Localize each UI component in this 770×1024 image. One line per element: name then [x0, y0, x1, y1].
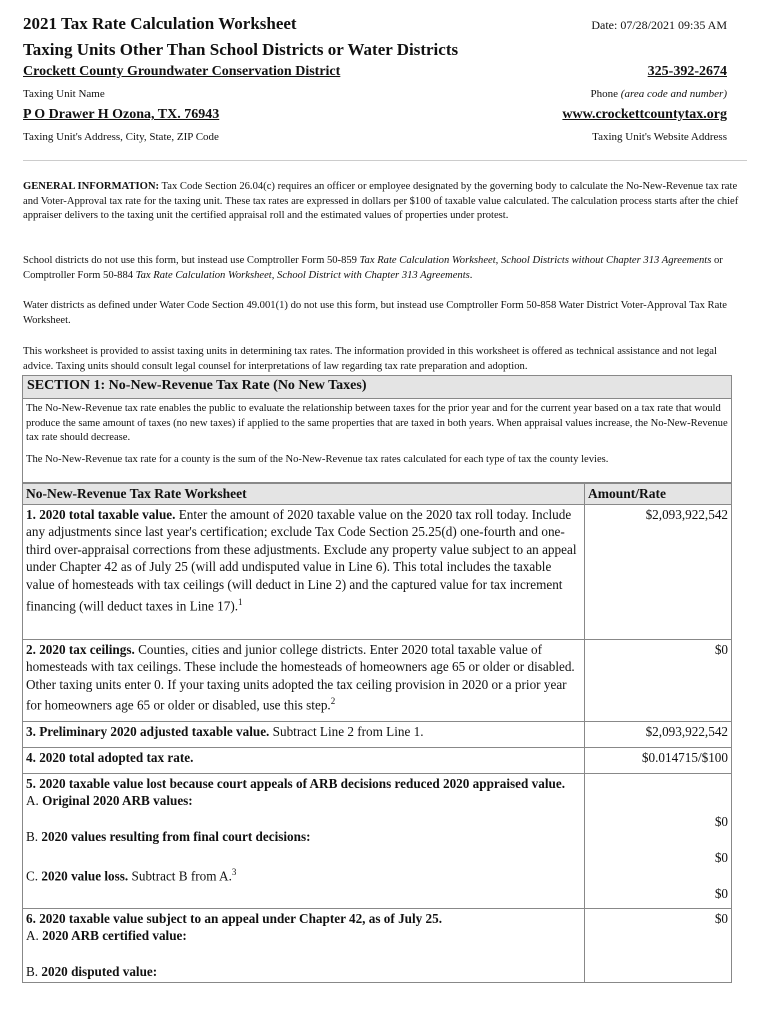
line-4-description: 4. 2020 total adopted tax rate. [23, 747, 585, 773]
line-2-description: 2. 2020 tax ceilings. Counties, cities and junior college districts. Enter 2020 total taxable value of homesteads with tax ceilings. These include the homesteads of homeowners age 65 or older or disabled. Other taxing units enter 0. If your taxing units adopted the tax ceiling provision in 2020 or a prior year for homeowners age 65 or older or disabled, use this step.$^2$ [23, 639, 585, 721]
line-5b: B. 2020 values resulting from final court decisions: [26, 829, 311, 845]
water-districts-paragraph: Water districts as defined under Water Code Section 49.001(1) do not use this form, but instead use Comptroller Form 50-858 Water District Voter-Approval Tax Rate Worksheet. [23, 300, 727, 326]
line-5b-amount: $0 [714, 849, 728, 865]
line-3-description: 3. Preliminary 2020 adjusted taxable value. Subtract Line 2 from Line 1. [23, 721, 585, 747]
taxing-unit-name: Crockett County Groundwater Conservation District [23, 64, 341, 79]
column-header-worksheet: No-New-Revenue Tax Rate Worksheet [23, 484, 585, 505]
section-1 [22, 375, 732, 483]
section-1-intro: The No-New-Revenue tax rate enables the public to evaluate the relationship between taxes for the prior year and for the current year based on a tax rate that would produce the same amount of taxes (no new taxes) if applied to the same properties that are taxed in both years. When appraisal values increase, the No-New-Revenue tax rate should decrease. [26, 403, 728, 444]
taxing-unit-website[interactable]: www.crockettcountytax.org [562, 107, 727, 122]
header-row-unit-labels [23, 88, 727, 100]
line-6b: B. 2020 disputed value: [26, 964, 158, 980]
table-row-line-6 [23, 908, 732, 982]
section-1-title: SECTION 1: No-New-Revenue Tax Rate (No New Taxes) [23, 376, 731, 399]
line-1-amount: $2,093,922,542 [585, 504, 732, 639]
line-1-description: 1. 2020 total taxable value. Enter the amount of 2020 taxable value on the 2020 tax roll today. Include any adjustments since last year's certification; exclude Tax Code Section 25.25(d) one-fourth and one-third over-appraisal corrections from these adjustments. Exclude any property value subject to an appeal under Chapter 42 as of July 25 (will add undisputed value in Line 6). This total includes the taxable value of homesteads with tax ceilings (will deduct in Line 2) and the captured value for tax increment financing (will deduct taxes in Line 17).$^1$ [23, 504, 585, 639]
phone-label: Phone (area code and number) [590, 88, 727, 100]
line-6a: A. 2020 ARB certified value: [26, 928, 187, 944]
line-6-description: 6. 2020 taxable value subject to an appeal under Chapter 42, as of July 25. A. 2020 ARB certified value: B. 2020 disputed value: [23, 908, 585, 982]
header-row-address-labels [23, 131, 727, 143]
header-row-unit [23, 64, 727, 80]
line-5a: A. Original 2020 ARB values: [26, 793, 193, 809]
document-date: Date: 07/28/2021 09:35 AM [591, 18, 727, 32]
line-5c: C. 2020 value loss. Subtract B from A.$^3$ [26, 867, 237, 884]
document-subtitle: Taxing Units Other Than School Districts or Water Districts [23, 40, 459, 59]
line-5c-amount: $0 [714, 885, 728, 901]
disclaimer-paragraph: This worksheet is provided to assist taxing units in determining tax rates. The information provided in this worksheet is offered as technical assistance and not legal advice. Taxing units should consult legal counsel for interpretations of law regarding tax rate preparation and adoption. [23, 346, 717, 372]
taxing-unit-phone: 325-392-2674 [647, 64, 727, 79]
table-row-line-5 [23, 773, 732, 908]
unit-name-label: Taxing Unit Name [23, 88, 105, 100]
line-4-amount: $0.014715/$100 [585, 747, 732, 773]
line-5-amounts [585, 773, 732, 908]
table-row-line-1 [23, 504, 732, 639]
no-new-revenue-worksheet-table [22, 483, 732, 983]
line-5-description: 5. 2020 taxable value lost because court appeals of ARB decisions reduced 2020 appraised value. A. Original 2020 ARB values: B. 2020 values resulting from final court decisions: C. 2020 value loss. Subtract B from A.$^3$ [23, 773, 585, 908]
header-divider [23, 160, 747, 161]
line-3-amount: $2,093,922,542 [585, 721, 732, 747]
taxing-unit-address: P O Drawer H Ozona, TX. 76943 [23, 107, 220, 122]
line-2-amount: $0 [585, 639, 732, 721]
table-header-row [23, 484, 732, 505]
column-header-amount: Amount/Rate [585, 484, 732, 505]
address-label: Taxing Unit's Address, City, State, ZIP Code [23, 131, 219, 143]
section-1-county-note: The No-New-Revenue tax rate for a county is the sum of the No-New-Revenue tax rates calculated for each type of tax the county levies. [26, 453, 609, 465]
header-row-address [23, 107, 727, 123]
website-label: Taxing Unit's Website Address [592, 131, 727, 143]
document-title: 2021 Tax Rate Calculation Worksheet [23, 14, 297, 33]
school-districts-paragraph: School districts do not use this form, but instead use Comptroller Form 50-859 Tax Rate Calculation Worksheet, School Districts without Chapter 313 Agreements or Comptroller Form 50-884 Tax Rate Calculation Worksheet, School District with Chapter 313 Agreements. [23, 255, 723, 281]
header-row-1 [23, 14, 727, 34]
table-row-line-2 [23, 639, 732, 721]
line-5a-amount: $0 [714, 813, 728, 829]
table-row-line-4 [23, 747, 732, 773]
general-information-paragraph: GENERAL INFORMATION: Tax Code Section 26.04(c) requires an officer or employee designated by the governing body to calculate the No-New-Revenue tax rate and Voter-Approval tax rate for the taxing unit. These tax rates are expressed in dollars per $100 of taxable value calculated. The calculation process starts after the chief appraiser delivers to the taxing unit the certified appraisal roll and the estimated values of properties under protest. [23, 181, 739, 222]
line-6-amount: $0 [585, 908, 732, 982]
table-row-line-3 [23, 721, 732, 747]
